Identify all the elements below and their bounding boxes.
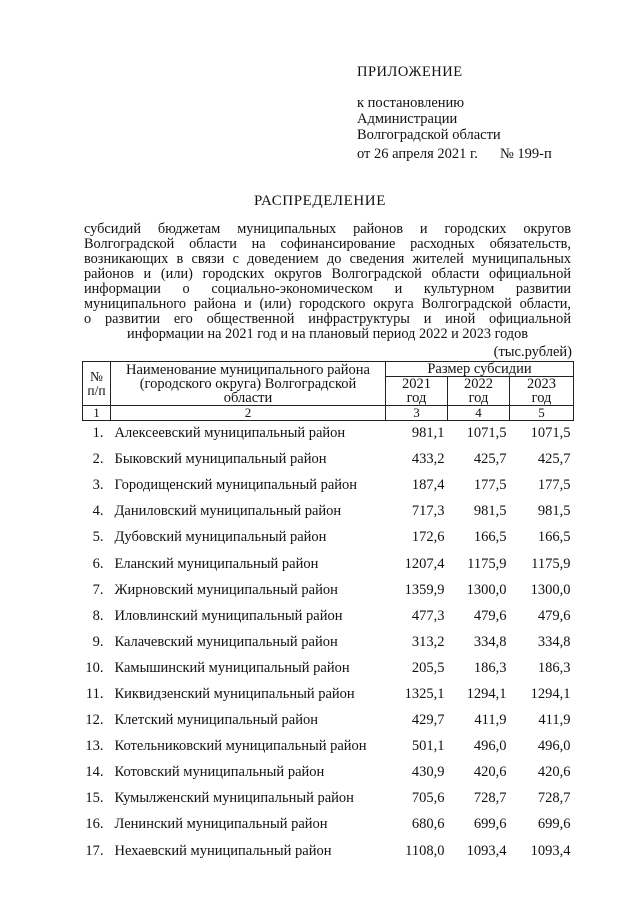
row-value-2023: 1294,1	[530, 685, 571, 702]
row-value-2023: 186,3	[537, 659, 571, 676]
row-number: 7.	[92, 581, 104, 598]
order-number: № 199-п	[499, 146, 552, 162]
row-number: 2.	[92, 451, 104, 468]
row-value-2022: 166,5	[473, 529, 507, 546]
row-number: 13.	[85, 738, 104, 755]
order-date-number	[357, 146, 552, 163]
row-name: Калачевский муниципальный район	[114, 633, 338, 650]
row-value-2022: 496,0	[473, 738, 507, 755]
table-row	[83, 681, 574, 707]
row-value-2021: 187,4	[411, 477, 445, 494]
row-value-2022: 334,8	[473, 633, 507, 650]
row-value-2023: 479,6	[537, 607, 571, 624]
table-row	[83, 838, 574, 864]
description-line: муниципального района и (или) городского округа Волгоградской области,	[84, 296, 571, 312]
row-value-2022: 699,6	[473, 816, 507, 833]
description-line: информации о социально-экономическом и культурном развитии	[84, 281, 571, 297]
row-value-2022: 1300,0	[466, 581, 507, 598]
row-value-2023: 981,5	[537, 503, 571, 520]
unit-label: (тыс.рублей)	[493, 344, 572, 360]
col-index: 1	[83, 406, 111, 421]
row-name: Киквидзенский муниципальный район	[114, 685, 355, 702]
description-line: информации на 2021 год и на плановый период 2022 и 2023 годов	[127, 326, 528, 342]
order-date: от 26 апреля 2021 г.	[357, 146, 478, 162]
row-value-2022: 411,9	[474, 712, 507, 729]
row-value-2022: 425,7	[473, 451, 507, 468]
description-line: о развитии его общественной инфраструктуры и иной официальной	[84, 311, 571, 327]
row-value-2023: 334,8	[537, 633, 571, 650]
row-value-2023: 728,7	[537, 790, 571, 807]
row-value-2023: 166,5	[537, 529, 571, 546]
row-value-2021: 433,2	[411, 451, 445, 468]
table-row	[83, 812, 574, 838]
table-body	[83, 421, 574, 865]
table-row	[83, 629, 574, 655]
row-name: Жирновский муниципальный район	[114, 581, 338, 598]
row-name: Клетский муниципальный район	[114, 712, 318, 729]
row-name: Городищенский муниципальный район	[114, 477, 358, 494]
row-number: 15.	[85, 790, 104, 807]
row-value-2021: 1207,4	[404, 555, 445, 572]
document-description	[84, 222, 571, 342]
table-row	[83, 499, 574, 525]
row-value-2022: 1175,9	[467, 555, 507, 572]
row-value-2021: 477,3	[411, 607, 445, 624]
row-number: 11.	[85, 685, 104, 702]
row-value-2023: 425,7	[537, 451, 571, 468]
row-value-2021: 981,1	[411, 425, 445, 442]
row-value-2023: 1300,0	[530, 581, 571, 598]
document-heading: РАСПРЕДЕЛЕНИЕ	[253, 193, 386, 209]
appendix-line: Администрации	[357, 111, 458, 127]
row-number: 16.	[85, 816, 104, 833]
appendix-line: к постановлению	[357, 95, 465, 111]
description-line: возникающих в связи с доведением до сведения жителей муниципальных	[84, 251, 571, 267]
table-row	[83, 551, 574, 577]
table-row	[83, 708, 574, 734]
row-value-2022: 186,3	[473, 659, 507, 676]
row-value-2021: 429,7	[411, 712, 445, 729]
row-value-2023: 699,6	[537, 816, 571, 833]
row-number: 12.	[85, 712, 104, 729]
row-name: Дубовский муниципальный район	[114, 529, 327, 546]
row-name: Камышинский муниципальный район	[114, 659, 350, 676]
row-value-2023: 496,0	[537, 738, 571, 755]
row-value-2021: 1359,9	[404, 581, 445, 598]
col-index: 3	[386, 406, 448, 421]
table-row	[83, 577, 574, 603]
row-value-2021: 205,5	[411, 659, 445, 676]
row-number: 10.	[85, 659, 104, 676]
row-value-2021: 1325,1	[404, 685, 445, 702]
appendix-block	[357, 64, 501, 143]
row-value-2022: 177,5	[473, 477, 507, 494]
description-line: субсидий бюджетам муниципальных районов и городских округов	[84, 221, 571, 237]
row-number: 4.	[92, 503, 104, 520]
row-value-2022: 1294,1	[466, 685, 507, 702]
appendix-line: Волгоградской области	[357, 127, 501, 143]
row-value-2021: 705,6	[411, 790, 445, 807]
row-number: 17.	[85, 842, 104, 859]
col-index: 4	[448, 406, 510, 421]
col-index: 2	[111, 406, 386, 421]
table-row	[83, 734, 574, 760]
col-header-year-2023: 2023 год	[510, 377, 574, 406]
row-value-2022: 728,7	[473, 790, 507, 807]
row-name: Ленинский муниципальный район	[114, 816, 328, 833]
row-name: Иловлинский муниципальный район	[114, 607, 343, 624]
description-line: Волгоградской области на софинансирование расходных обязательств,	[84, 236, 571, 252]
row-number: 9.	[92, 633, 104, 650]
row-name: Нехаевский муниципальный район	[114, 842, 332, 859]
row-value-2023: 1071,5	[530, 425, 571, 442]
row-name: Даниловский муниципальный район	[114, 503, 342, 520]
row-value-2021: 717,3	[411, 503, 445, 520]
appendix-title: ПРИЛОЖЕНИЕ	[357, 64, 463, 80]
col-header-subsidy: Размер субсидии	[386, 362, 574, 377]
row-name: Кумылженский муниципальный район	[114, 790, 354, 807]
col-header-year-2022: 2022 год	[448, 377, 510, 406]
row-value-2021: 313,2	[411, 633, 445, 650]
row-value-2021: 172,6	[411, 529, 445, 546]
table-row	[83, 603, 574, 629]
description-line: районов и (или) городских округов Волгоградской области официальной	[84, 266, 571, 282]
row-name: Алексеевский муниципальный район	[114, 425, 346, 442]
row-number: 6.	[92, 555, 104, 572]
table-row	[83, 525, 574, 551]
row-number: 1.	[92, 425, 104, 442]
row-number: 3.	[92, 477, 104, 494]
col-header-name: Наименование муниципального района (городского округа) Волгоградской области	[111, 362, 386, 406]
row-value-2022: 1093,4	[466, 842, 507, 859]
row-value-2021: 680,6	[411, 816, 445, 833]
row-number: 14.	[85, 764, 104, 781]
distribution-table	[82, 361, 574, 864]
row-name: Еланский муниципальный район	[114, 555, 319, 572]
row-value-2023: 1093,4	[530, 842, 571, 859]
table-row	[83, 760, 574, 786]
row-value-2021: 1108,0	[405, 842, 445, 859]
row-value-2023: 420,6	[537, 764, 571, 781]
table-row	[83, 421, 574, 447]
row-name: Котельниковский муниципальный район	[114, 738, 367, 755]
row-value-2022: 981,5	[473, 503, 507, 520]
table-row	[83, 655, 574, 681]
col-index: 5	[510, 406, 574, 421]
row-value-2022: 420,6	[473, 764, 507, 781]
row-number: 5.	[92, 529, 104, 546]
row-value-2023: 1175,9	[531, 555, 571, 572]
table-row	[83, 786, 574, 812]
table-row	[83, 473, 574, 499]
row-value-2021: 430,9	[411, 764, 445, 781]
col-header-year-2021: 2021 год	[386, 377, 448, 406]
col-header-number: № п/п	[83, 362, 111, 406]
row-name: Быковский муниципальный район	[114, 451, 327, 468]
row-value-2023: 177,5	[537, 477, 571, 494]
row-value-2022: 1071,5	[466, 425, 507, 442]
row-number: 8.	[92, 607, 104, 624]
row-value-2023: 411,9	[538, 712, 571, 729]
table-row	[83, 447, 574, 473]
row-value-2022: 479,6	[473, 607, 507, 624]
row-name: Котовский муниципальный район	[114, 764, 325, 781]
row-value-2021: 501,1	[411, 738, 445, 755]
